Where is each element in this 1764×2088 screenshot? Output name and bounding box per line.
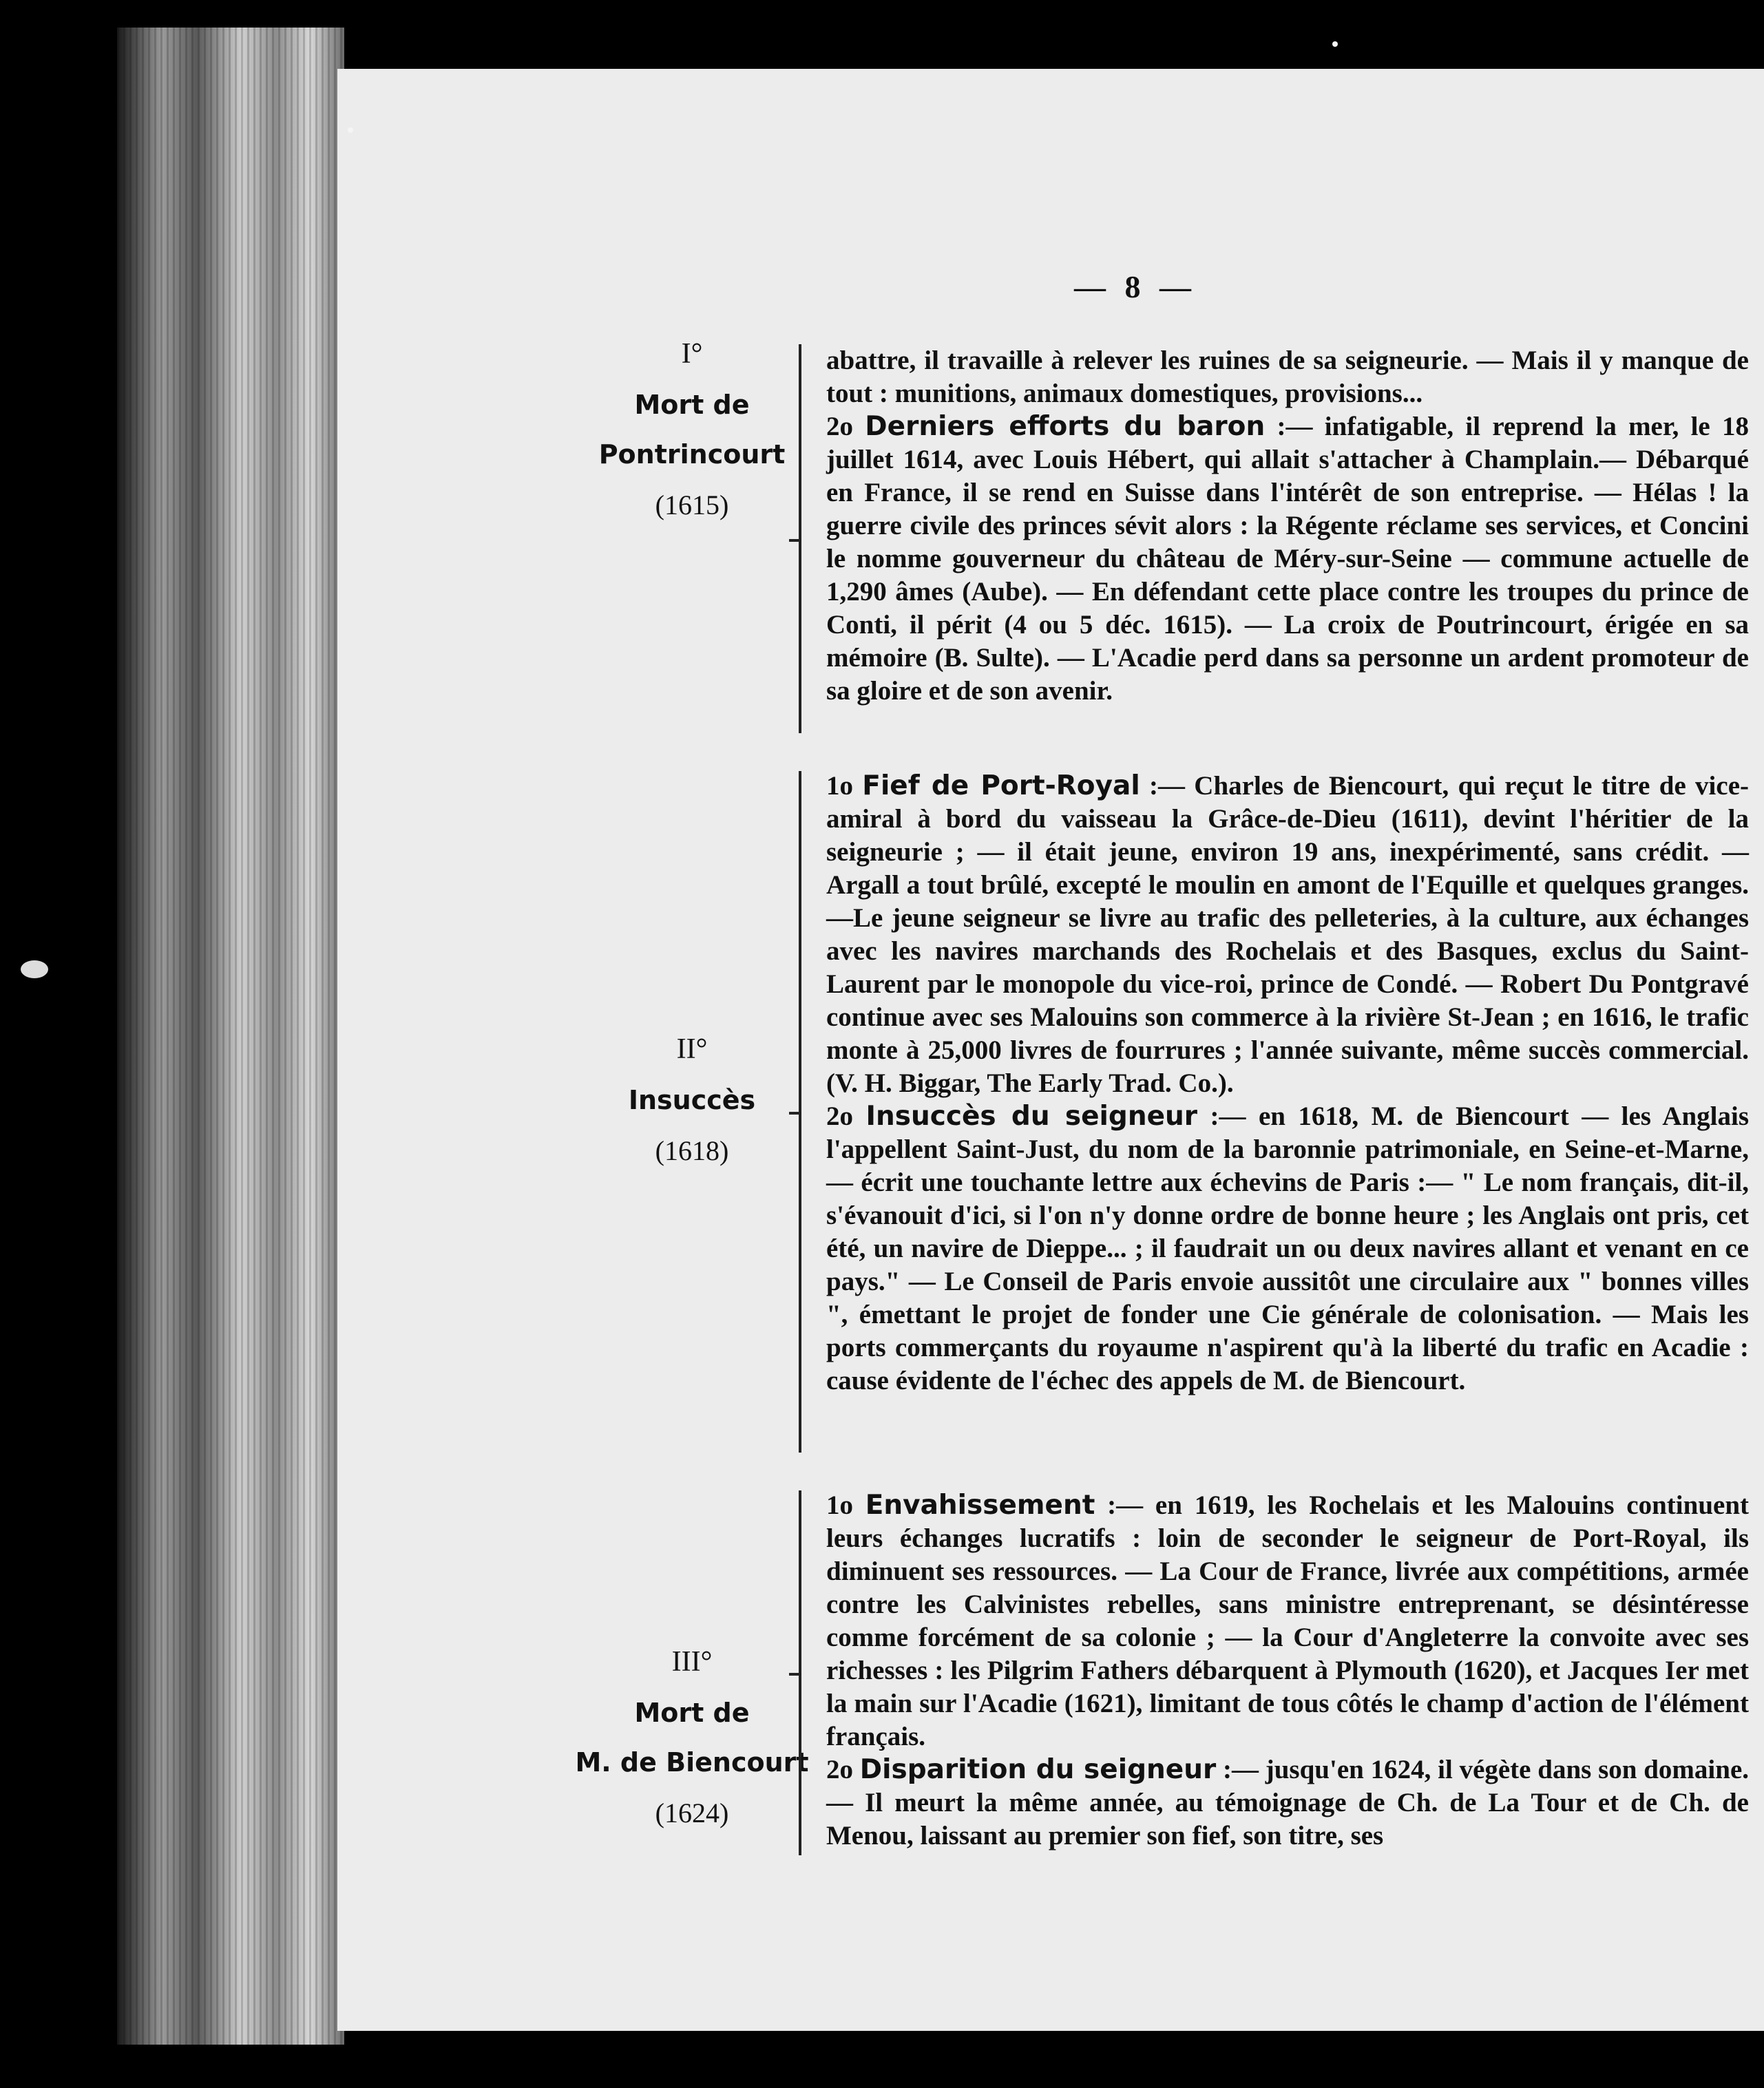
paragraph-heading: Derniers efforts du baron: [865, 411, 1266, 442]
paragraph-heading: Envahissement: [865, 1490, 1095, 1521]
paragraph-text: :— en 1619, les Rochelais et les Malouins continuent leurs échanges lucratifs : loin de seconder le seigneur de Port-Royal, ils diminuent ses ressources. — La Cour de France, livrée aux compétitions, armée contre les Calvinistes rebelles, sans ministre entreprenant, se désintéresse comme forcément de sa colonie ; — la Cour d'Angleterre la convoite avec ses richesses : les Pilgrim Fathers débarquent à Plymouth (1620), et Jacques Ier met la main sur l'Acadie (1621), limitant de tous côtés le champ d'action de l'élément français.: [826, 1490, 1750, 1751]
paragraph-text: abattre, il travaille à relever les ruines de sa seigneurie. — Mais il y manque de tout : munitions, animaux domestiques, provisions...: [826, 346, 1749, 408]
paragraph: [826, 1753, 1749, 1853]
section-title-line: M. de Biencourt: [575, 1747, 809, 1778]
margin-note-1: [544, 337, 840, 521]
section-title-line: Insuccès: [628, 1085, 756, 1115]
scan-speck: [348, 127, 353, 133]
paragraph-text: :— en 1618, M. de Biencourt — les Anglais l'appellent Saint-Just, du nom de la baronnie patrimoniale, en Seine-et-Marne, — écrit une touchante lettre aux échevins de Paris :— " Le nom français, dit-il, s'évanouit d'ici, si l'on n'y donne ordre de bonne heure ; les Anglais ont pris, cet été, un navire de Dieppe... ; il faudrait un ou deux navires allant et venant en ce pays." — Le Conseil de Paris envoie aussitôt une circulaire aux " bonnes villes ", émettant le projet de fonder une Cie générale de colonisation. — Mais les ports commerçants du royaume n'aspirent qu'à la liberté du trafic en Acadie : cause évidente de l'échec des appels de M. de Biencourt.: [826, 1101, 1749, 1395]
book-spine-edge: [117, 28, 344, 2045]
section-date: (1618): [655, 1135, 729, 1166]
paragraph: [826, 1489, 1749, 1753]
section-title-line: Mort de: [634, 390, 750, 420]
section-date: (1624): [655, 1797, 729, 1828]
paragraph-number: 1o: [826, 771, 863, 801]
paragraph-text: :— jusqu'en 1624, il végète dans son domaine. — Il meurt la même année, au témoignage de Ch. de La Tour et de Ch. de Menou, laissant au premier son fief, son titre, ses: [826, 1755, 1750, 1850]
paragraph-heading: Insuccès du seigneur: [865, 1101, 1198, 1132]
curly-brace: [799, 1490, 819, 1855]
section-title-line: Pontrincourt: [598, 439, 786, 470]
section-numeral: II°: [676, 1033, 708, 1065]
section-body: [826, 1489, 1749, 1853]
paragraph-heading: Disparition du seigneur: [859, 1754, 1217, 1785]
scan-speck: [1332, 41, 1338, 47]
paragraph-heading: Fief de Port-Royal: [862, 770, 1140, 801]
paragraph: [826, 344, 1749, 410]
margin-note-2: [544, 1033, 840, 1167]
paragraph-number: 1o: [826, 1490, 865, 1520]
paragraph-text: :— infatigable, il reprend la mer, le 18 juillet 1614, avec Louis Hébert, qui allait s'attacher à Champlain.— Débarqué en France, il se rend en Suisse dans l'intérêt de son entreprise. — Hélas ! la guerre civile des princes sévit alors : la Régente réclame ses services, et Concini le nomme gouverneur du château de Méry-sur-Seine — commune actuelle de 1,290 âmes (Aube). — En défendant cette place contre les troupes du prince de Conti, il périt (4 ou 5 déc. 1615). — La croix de Poutrincourt, érigée en sa mémoire (B. Sulte). — L'Acadie perd dans sa personne un ardent promoteur de sa gloire et de son avenir.: [826, 412, 1749, 706]
section-numeral: I°: [681, 338, 703, 370]
paragraph-number: 2o: [826, 1755, 860, 1784]
curly-brace: [799, 771, 819, 1453]
section-body: [826, 344, 1749, 708]
paragraph: [826, 410, 1749, 708]
paragraph: [826, 1100, 1749, 1398]
section-body: [826, 770, 1749, 1398]
paragraph-text: :— Charles de Biencourt, qui reçut le titre de vice-amiral à bord du vaisseau la Grâce-de-Dieu (1611), devint l'héritier de la seigneurie ; — il était jeune, environ 19 ans, inexpérimenté, sans crédit. — Argall a tout brûlé, excepté le moulin en amont de l'Equille et quelques granges.—Le jeune seigneur se livre au trafic des pelleteries, à la culture, aux échanges avec les navires marchands des Rochelais et des Basques, exclus du Saint-Laurent par le monopole du vice-roi, prince de Condé. — Robert Du Pontgravé continue avec ses Malouins son commerce à la rivière St-Jean ; en 1616, le trafic monte à 25,000 livres de fourrures ; l'année suivante, même succès commercial. (V. H. Biggar, The Early Trad. Co.).: [826, 771, 1749, 1098]
paragraph: [826, 770, 1749, 1100]
page-number: — 8 —: [1074, 269, 1197, 304]
section-numeral: III°: [671, 1646, 713, 1678]
paragraph-number: 2o: [826, 1101, 866, 1131]
section-title-line: Mort de: [634, 1698, 750, 1728]
paragraph-number: 2o: [826, 412, 865, 441]
section-date: (1615): [655, 489, 729, 520]
curly-brace: [799, 344, 819, 733]
scan-smudge: [21, 960, 48, 978]
page-edges: [117, 28, 344, 2045]
